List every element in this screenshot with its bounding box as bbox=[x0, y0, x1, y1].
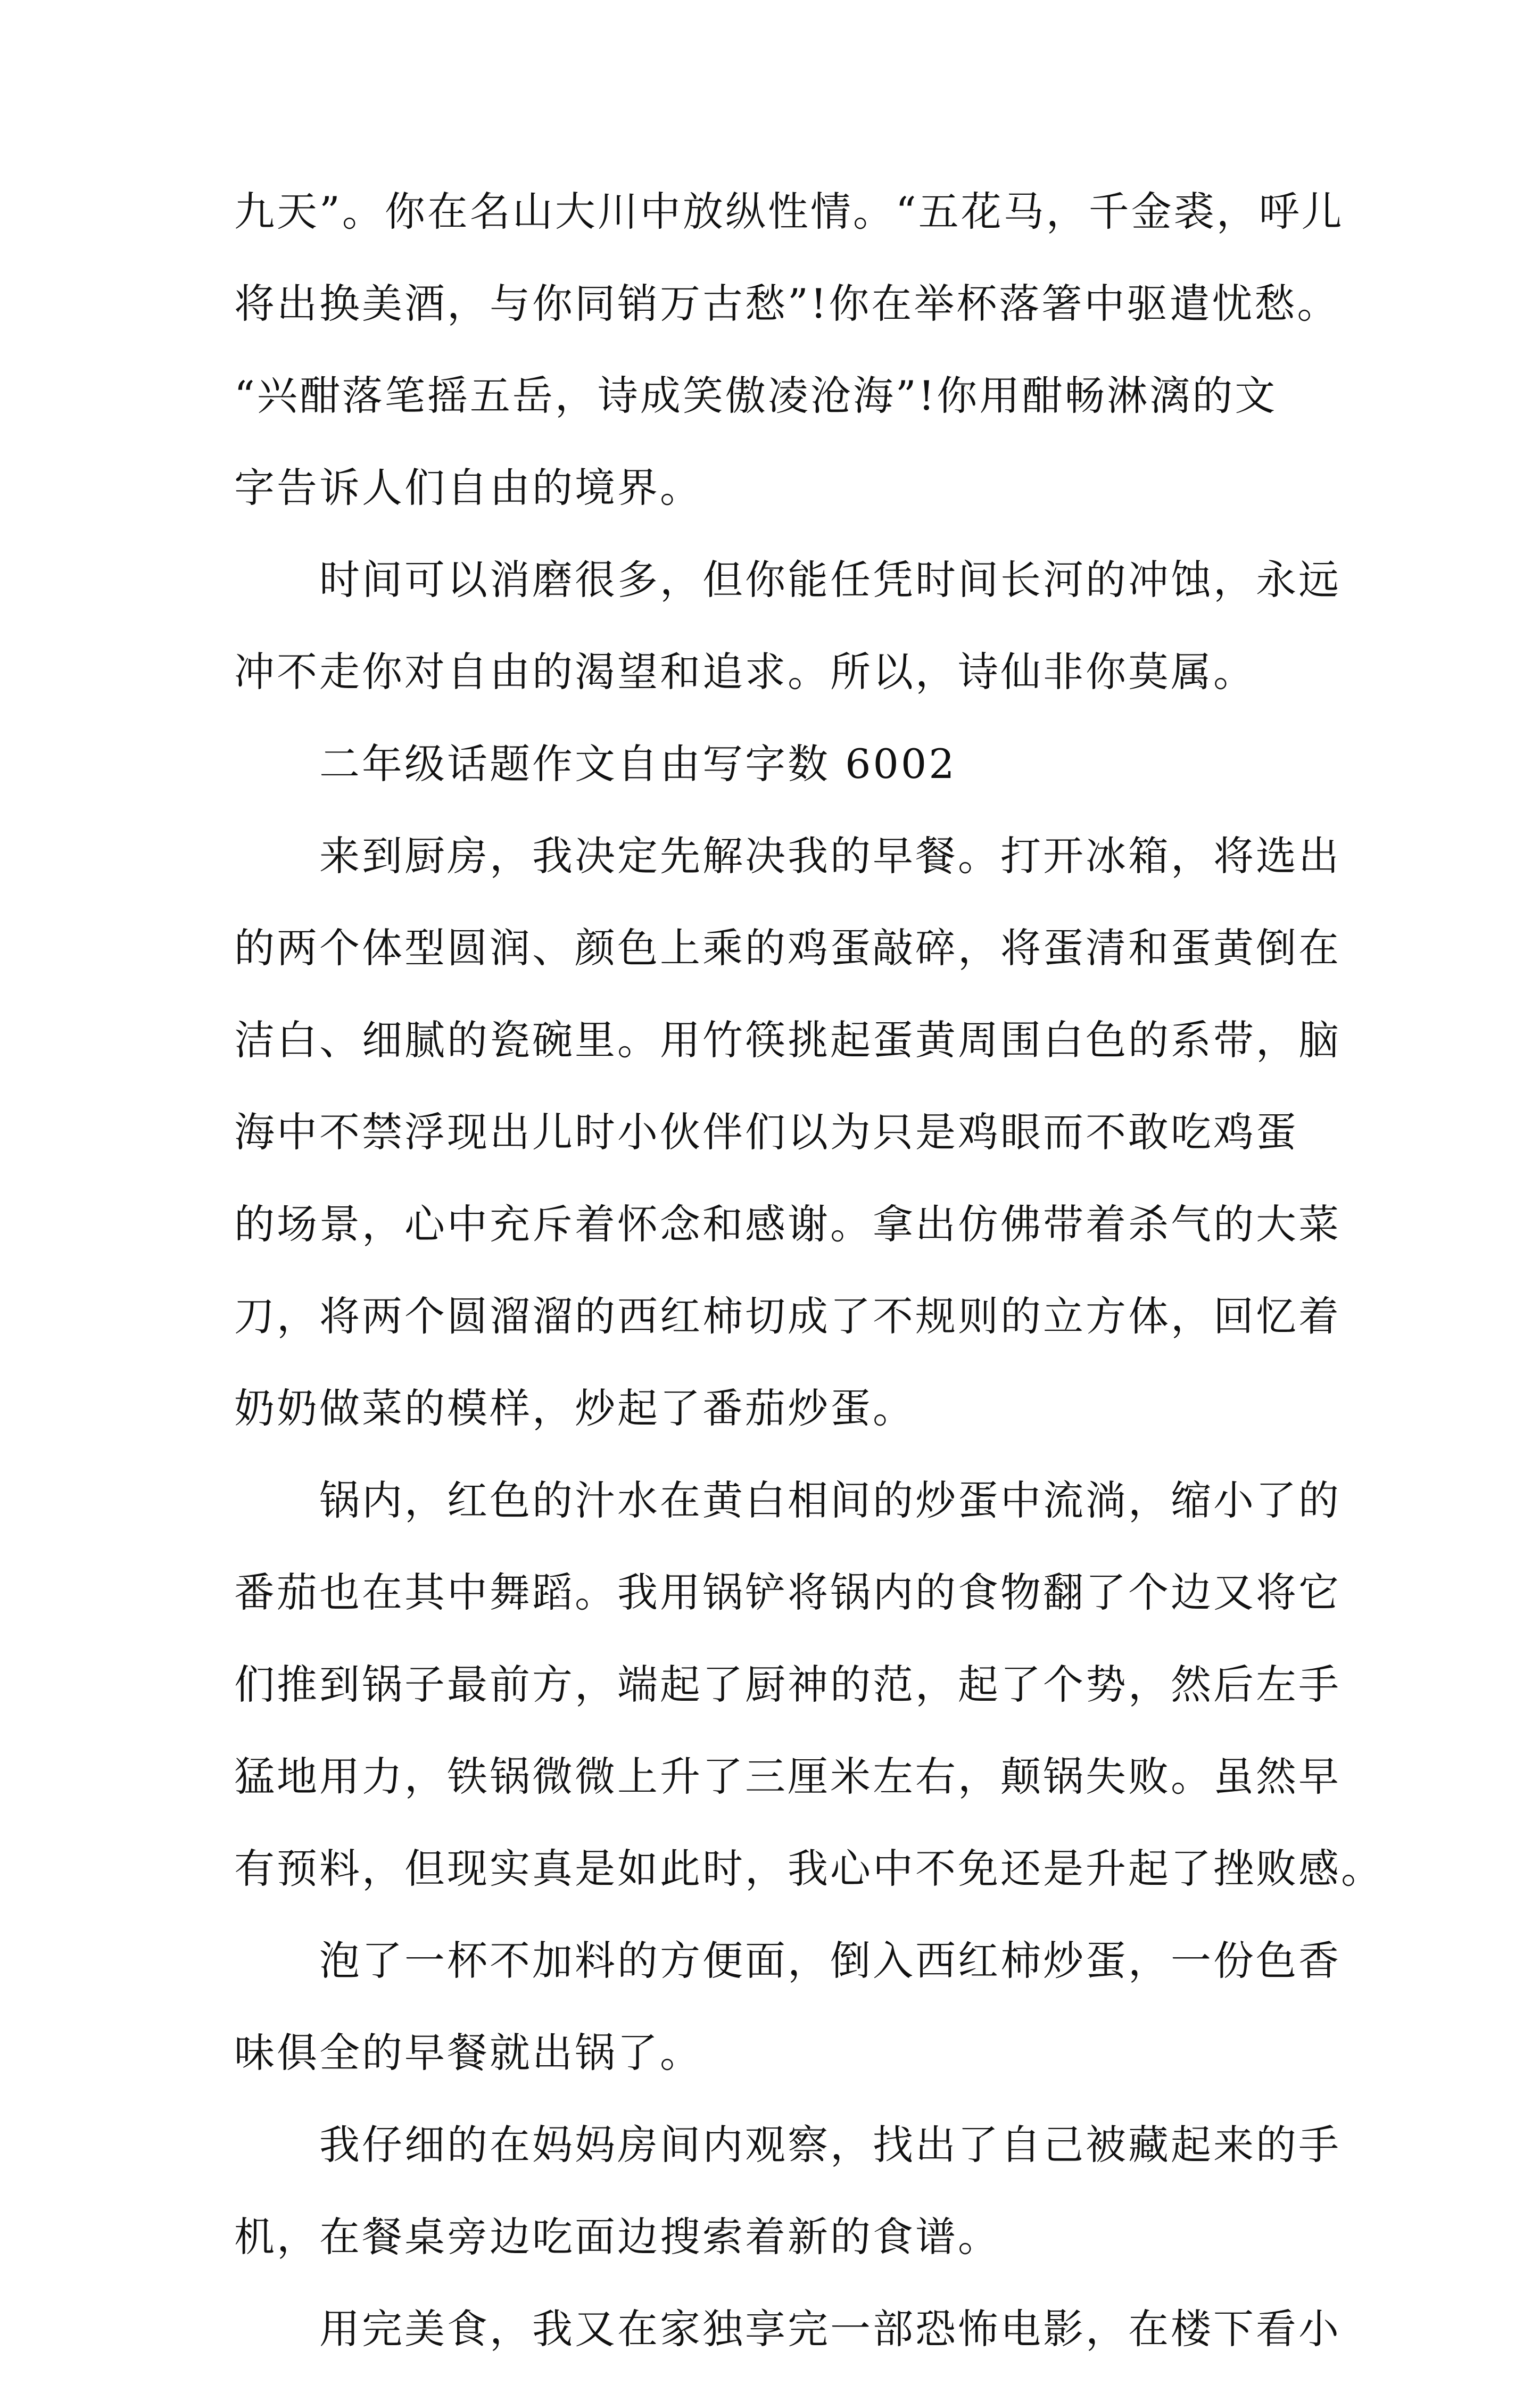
text-line: 字告诉人们自由的境界。 bbox=[234, 464, 702, 511]
text-line: 用完美食，我又在家独享完一部恐怖电影，在楼下看小 bbox=[319, 2305, 1341, 2353]
text-line: 冲不走你对自由的渴望和追求。所以，诗仙非你莫属。 bbox=[234, 648, 1256, 696]
text-line: 番茄也在其中舞蹈。我用锅铲将锅内的食物翻了个边又将它 bbox=[234, 1569, 1341, 1616]
text-line: 我仔细的在妈妈房间内观察，找出了自己被藏起来的手 bbox=[319, 2121, 1341, 2168]
body-text bbox=[234, 188, 1384, 2401]
text-line: “兴酣落笔摇五岳，诗成笑傲凌沧海”!你用酣畅淋漓的文 bbox=[234, 372, 1278, 419]
text-line: 泡了一杯不加料的方便面，倒入西红柿炒蛋，一份色香 bbox=[319, 1937, 1341, 1984]
text-line: 们推到锅子最前方，端起了厨神的范，起了个势，然后左手 bbox=[234, 1661, 1341, 1708]
text-line: 洁白、细腻的瓷碗里。用竹筷挑起蛋黄周围白色的系带，脑 bbox=[234, 1016, 1341, 1064]
text-line: 奶奶做菜的模样，炒起了番茄炒蛋。 bbox=[234, 1385, 915, 1432]
text-line: 的两个体型圆润、颜色上乘的鸡蛋敲碎，将蛋清和蛋黄倒在 bbox=[234, 924, 1341, 972]
text-line: 刀，将两个圆溜溜的西红柿切成了不规则的立方体，回忆着 bbox=[234, 1293, 1341, 1340]
text-line: 来到厨房，我决定先解决我的早餐。打开冰箱，将选出 bbox=[319, 832, 1341, 880]
text-line: 的场景，心中充斥着怀念和感谢。拿出仿佛带着杀气的大菜 bbox=[234, 1200, 1341, 1248]
text-line: 猛地用力，铁锅微微上升了三厘米左右，颠锅失败。虽然早 bbox=[234, 1753, 1341, 1800]
text-line: 海中不禁浮现出儿时小伙伴们以为只是鸡眼而不敢吃鸡蛋 bbox=[234, 1108, 1298, 1156]
text-line: 将出换美酒，与你同销万古愁”!你在举杯落箸中驱遣忧愁。 bbox=[234, 280, 1340, 327]
text-line: 九天”。你在名山大川中放纵性情。“五花马，千金裘，呼儿 bbox=[234, 188, 1344, 235]
text-line: 锅内，红色的汁水在黄白相间的炒蛋中流淌，缩小了的 bbox=[319, 1477, 1341, 1524]
text-line: 时间可以消磨很多，但你能任凭时间长河的冲蚀，永远 bbox=[319, 556, 1341, 603]
text-line: 有预料，但现实真是如此时，我心中不免还是升起了挫败感。 bbox=[234, 1845, 1384, 1892]
text-line: 机，在餐桌旁边吃面边搜索着新的食谱。 bbox=[234, 2213, 1000, 2261]
text-line: 二年级话题作文自由写字数 6002 bbox=[319, 740, 957, 788]
text-line: 味俱全的早餐就出锅了。 bbox=[234, 2029, 702, 2076]
